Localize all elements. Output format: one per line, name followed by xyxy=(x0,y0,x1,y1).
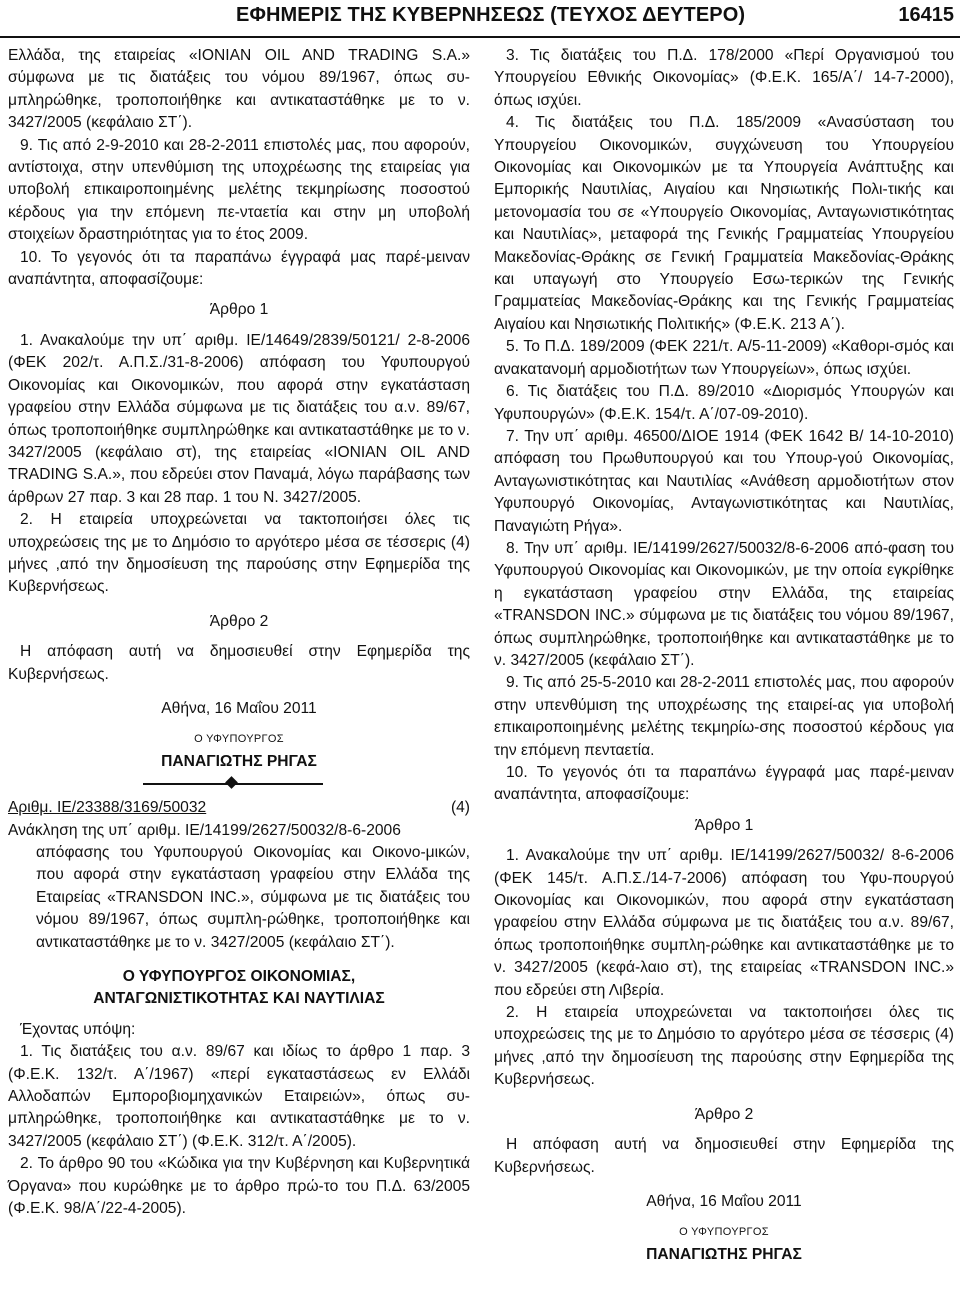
paragraph: Η απόφαση αυτή να δημοσιευθεί στην Εφημερίδα της Κυβερνήσεως. xyxy=(494,1136,954,1176)
subject-title: Ανάκληση της υπ΄ αριθμ. ΙΕ/14199/2627/50032/8-6-2006 xyxy=(8,821,401,839)
signatory-role: Ο ΥΦΥΠΟΥΡΓΟΣ xyxy=(194,733,284,746)
article-heading: Άρθρο 1 xyxy=(694,816,754,834)
signatory-name: ΠΑΝΑΓΙΩΤΗΣ ΡΗΓΑΣ xyxy=(161,752,317,770)
paragraph: Η απόφαση αυτή να δημοσιευθεί στην Εφημερίδα της Κυβερνήσεως. xyxy=(8,643,470,683)
signatory-role: Ο ΥΦΥΠΟΥΡΓΟΣ xyxy=(679,1226,769,1239)
header-divider xyxy=(0,36,960,38)
right-column xyxy=(494,45,954,1266)
section-separator xyxy=(143,777,323,791)
paragraph: 6. Τις διατάξεις του Π.Δ. 89/2010 «Διορισμός Υπουργών και Υφυπουργών» (Φ.Ε.Κ. 154/τ. Α΄/07-09-2010). xyxy=(494,383,954,423)
signing-date: Αθήνα, 16 Μαΐου 2011 xyxy=(646,1192,802,1210)
page-number: 16415 xyxy=(898,4,954,26)
paragraph: 5. Το Π.Δ. 189/2009 (ΦΕΚ 221/τ. Α/5-11-2009) «Καθορι-σμός και ανακατανομή αρμοδιοτήτων των Υπουργείων», όπως ισχύει. xyxy=(494,338,954,378)
gazette-title: ΕΦΗΜΕΡΙΣ ΤΗΣ ΚΥΒΕΡΝΗΣΕΩΣ (ΤΕΥΧΟΣ ΔΕΥΤΕΡΟ) xyxy=(236,4,746,26)
paragraph: 1. Ανακαλούμε την υπ΄ αριθμ. ΙΕ/14199/2627/50032/ 8-6-2006 (ΦΕΚ 145/τ. Α.Π.Σ./14-7-2006) απόφαση του Υφυ-πουργού Οικονομίας και Οικονομικών, που αφορά στην εγκατάσταση γραφείου στην Ελλάδα σύμφωνα με τις διατάξεις του α.ν. 89/67, όπως τροποποιήθηκε συμπλη-ρώθηκε και αντικαταστάθηκε με το ν. 3427/2005 (κεφά-λαιο στ), της εταιρείας «TRANSDON INC.» που εδρεύει στη Λιβερία. xyxy=(494,847,954,999)
article-heading: Άρθρο 1 xyxy=(209,301,269,319)
article-heading: Άρθρο 2 xyxy=(209,612,269,630)
subject-text: απόφασης του Υφυπουργού Οικονομίας και Οικονο-μικών, που αφορά στην εγκατάσταση γραφείου στην Ελλάδα της Εταιρείας «TRANSDON INC.», σύμφωνα με τις διατάξεις του νόμου 89/1967, όπως συμπλη-ρώθηκε, τροποποιήθηκε και αντικαταστάθηκε με το ν. 3427/2005 (κεφάλαιο ΣΤ΄). xyxy=(36,844,470,951)
paragraph: 1. Ανακαλούμε την υπ΄ αριθμ. ΙΕ/14649/2839/50121/ 2-8-2006 (ΦΕΚ 202/τ. Α.Π.Σ./31-8-2006) απόφαση του Υφυπουργού Οικονομίας και Οικονομικών, που αφορά στην εγκατάσταση γραφείου στην Ελλάδα σύμφωνα με τις διατάξεις του α.ν. 89/67, όπως τροποποιήθηκε συμπληρώθηκε και αντικαταστάθηκε με το ν. 3427/2005 (κεφάλαιο στ), της εταιρείας «IONIAN OIL AND TRADING S.A.», που εδρεύει στον Παναμά, λόγω παράβασης των άρθρων 27 παρ. 3 και 28 παρ. 1 του Ν. 3427/2005. xyxy=(8,331,470,506)
paragraph: Ελλάδα, της εταιρείας «IONIAN OIL AND TRADING S.A.» σύμφωνα με τις διατάξεις του νόμου 89/1967, όπως συ-μπληρώθηκε, τροποποιήθηκε και αντικαταστάθηκε με το ν. 3427/2005 (κεφάλαιο ΣΤ΄). xyxy=(8,47,470,132)
authority-title: ΑΝΤΑΓΩΝΙΣΤΙΚΟΤΗΤΑΣ ΚΑΙ ΝΑΥΤΙΛΙΑΣ xyxy=(93,990,385,1008)
paragraph: 10. Το γεγονός ότι τα παραπάνω έγγραφά μας παρέ-μειναν αναπάντητα, αποφασίζουμε: xyxy=(494,764,954,804)
authority-title: Ο ΥΦΥΠΟΥΡΓΟΣ ΟΙΚΟΝΟΜΙΑΣ, xyxy=(122,968,356,986)
paragraph: 2. Η εταιρεία υποχρεώνεται να τακτοποιήσει όλες τις υποχρεώσεις της με το Δημόσιο το αργότερο μέσα σε τέσσερις (4) μήνες ,από την δημοσίευση της παρούσης στην Εφημερίδα της Κυβερνήσεως. xyxy=(8,511,470,596)
page-header xyxy=(0,0,960,38)
left-column xyxy=(8,45,470,1221)
paragraph: 9. Τις από 2-9-2010 και 28-2-2011 επιστολές μας, που αφορούν, αντίστοιχα, στην υπενθύμιση της υποχρέωσης της εταιρείας για υποβολή επικαιροποιημένης μελέτης τεκμηρίωσης ποσοστού κέρδους για την επόμενη πε-νταετία και στην μη υποβολή στοιχείων δραστηριότητας για το έτος 2009. xyxy=(8,136,470,244)
paragraph: 4. Τις διατάξεις του Π.Δ. 185/2009 «Ανασύσταση του Υπουργείου Οικονομικών, συγχώνευση του Υπουργείου Οικονομίας και Οικονομικών με τα Υπουργεία Ανάπτυξης και Εμπορικής Ναυτιλίας, Αιγαίου και Νησιωτικής Πολι-τικής και μετονομασία του σε «Υπουργείο Οικονομίας, Ανταγωνιστικότητας και Ναυτιλίας», μεταφορά της Γενικής Γραμματείας Υπουργείου Μακεδονίας-Θράκης σε Γενική Γραμματεία Μακεδονίας-Θράκης και υπαγωγή στο Υπουργείο Εσω-τερικών της Γενικής Γραμματείας Μακεδονίας-Θράκης και της Γενικής Γραμματείας Αιγαίου και Νησιωτικής Πολιτικής» (Φ.Ε.Κ. 213 Α΄). xyxy=(494,114,954,333)
article-heading: Άρθρο 2 xyxy=(694,1105,754,1123)
recitals-heading: Έχοντας υπόψη: xyxy=(20,1020,136,1038)
reference-number: Αριθμ. ΙΕ/23388/3169/50032 xyxy=(8,799,207,817)
paragraph: 7. Την υπ΄ αριθμ. 46500/ΔΙΟΕ 1914 (ΦΕΚ 1642 Β/ 14-10-2010) απόφαση του Πρωθυπουργού και του Υπουρ-γού Οικονομίας, Ανταγωνιστικότητας και Ναυτιλίας «Ανάθεση αρμοδιοτήτων στον Υφυπουργό Οικονομίας, Ανταγωνιστικότητας και Ναυτιλίας, Παναγιώτη Ρήγα». xyxy=(494,427,954,535)
diamond-icon xyxy=(225,776,238,789)
signatory-name: ΠΑΝΑΓΙΩΤΗΣ ΡΗΓΑΣ xyxy=(646,1245,802,1263)
paragraph: 10. Το γεγονός ότι τα παραπάνω έγγραφά μας παρέ-μειναν αναπάντητα, αποφασίζουμε: xyxy=(8,248,470,289)
paragraph: 3. Τις διατάξεις του Π.Δ. 178/2000 «Περί Οργανισμού του Υπουργείου Εθνικής Οικονομίας» (Φ.Ε.Κ. 165/Α΄/ 14-7-2000), όπως ισχύει. xyxy=(494,47,954,109)
paragraph: 8. Την υπ΄ αριθμ. ΙΕ/14199/2627/50032/8-6-2006 από-φαση του Υφυπουργού Οικονομίας και Οικονομικών, με την οποία εγκρίθηκε η εγκατάσταση γραφείου στην Ελλάδα, της εταιρείας «TRANSDON INC.» σύμφωνα με τις διατάξεις του νόμου 89/1967, όπως συμπληρώθηκε, τροποποιήθηκε και αντικαταστάθηκε με το ν. 3427/2005 (κεφάλαιο ΣΤ΄). xyxy=(494,539,954,669)
paragraph: 9. Τις από 25-5-2010 και 28-2-2011 επιστολές μας, που αφορούν στην υπενθύμιση της υποχρέωσης της εταιρεί-ας για υποβολή επικαιροποιημένης μελέτης τεκμηρίω-σης ποσοστού κέρδους για την επόμενη πενταετία. xyxy=(494,674,954,759)
paragraph: 2. Το άρθρο 90 του «Κώδικα για την Κυβέρνηση και Κυβερνητικά Όργανα» που κυρώθηκε με το άρθρο πρώ-το του Π.Δ. 63/2005 (Φ.Ε.Κ. 98/Α΄/22-4-2005). xyxy=(8,1155,470,1218)
reference-count: (4) xyxy=(450,799,470,817)
signing-date: Αθήνα, 16 Μαΐου 2011 xyxy=(161,699,317,717)
decision-reference xyxy=(8,797,470,819)
paragraph: 2. Η εταιρεία υποχρεώνεται να τακτοποιήσει όλες τις υποχρεώσεις της με το Δημόσιο το αργότερο μέσα σε τέσσερις (4) μήνες ,από την δημοσίευση της παρούσης στην Εφημερίδα της Κυβερνήσεως. xyxy=(494,1004,954,1089)
paragraph: 1. Τις διατάξεις του α.ν. 89/67 και ιδίως το άρθρο 1 παρ. 3 (Φ.Ε.Κ. 132/τ. Α΄/1967) «περί εγκαταστάσεως εν Ελλάδι Αλλοδαπών Εμποροβιομηχανικών Εταιρειών», όπως συ-μπληρώθηκε, τροποποιήθηκε και αντικαταστάθηκε με το ν. 3427/2005 (κεφάλαιο ΣΤ΄) (Φ.Ε.Κ. 312/τ. Α΄/2005). xyxy=(8,1043,470,1150)
